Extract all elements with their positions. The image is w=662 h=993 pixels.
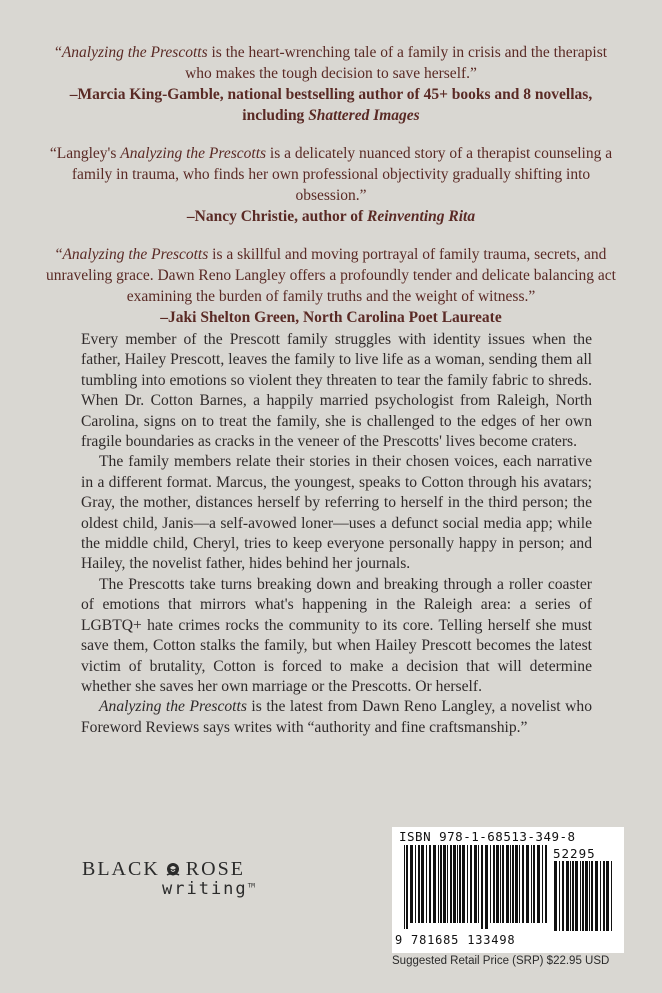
barcode-bar xyxy=(515,845,518,923)
barcode-bar xyxy=(519,845,520,923)
endorsement-attribution: –Jaki Shelton Green, North Carolina Poet Laureate xyxy=(160,309,502,326)
barcode-bar xyxy=(453,845,456,923)
barcode-bar xyxy=(533,845,535,923)
barcode-bar xyxy=(566,861,569,931)
barcode-bar xyxy=(591,861,593,931)
barcode-bar xyxy=(611,861,612,931)
barcode-bar xyxy=(459,845,461,923)
endorsement-1 xyxy=(40,42,622,126)
retail-price: Suggested Retail Price (SRP) $22.95 USD xyxy=(392,955,610,967)
isbn-barcode xyxy=(392,827,624,953)
endorsement-2 xyxy=(40,143,622,227)
endorsement-text: “Analyzing the Prescotts is a skillful and moving portrayal of family trauma, secrets, and unraveling grace. Dawn Reno Langley offers a profoundly tender and delicate balancing act examining the burden of family truths and the weight of witness.” xyxy=(46,246,616,305)
barcode-bar xyxy=(496,845,499,923)
barcode-bar xyxy=(415,845,416,923)
barcode-bar xyxy=(522,845,524,923)
description-paragraph: Analyzing the Prescotts is the latest from Dawn Reno Langley, a novelist who Foreword Reviews says writes with “authority and fine craftsmanship.” xyxy=(81,698,592,736)
barcode-bar xyxy=(457,845,458,923)
ean-barcode-bars xyxy=(392,845,550,935)
endorsement-text: “Langley's Analyzing the Prescotts is a delicately nuanced story of a therapist counseling a family in trauma, who finds her own professional objectivity gradually shifting into obsession.” xyxy=(49,145,613,204)
barcode-bar xyxy=(545,845,547,923)
barcode-bar xyxy=(531,845,532,923)
barcode-bar xyxy=(450,845,452,923)
barcode-bar xyxy=(589,861,590,931)
barcode-bar xyxy=(467,845,468,923)
barcode-bar xyxy=(478,845,479,923)
endorsement-attribution: –Nancy Christie, author of Reinventing Rita xyxy=(186,208,476,225)
barcode-bar xyxy=(493,845,495,923)
barcode-bar xyxy=(572,861,574,931)
barcode-bar xyxy=(580,861,581,931)
publisher-logo xyxy=(82,858,262,908)
isbn-text: ISBN 978-1-68513-349-8 xyxy=(399,829,576,844)
description-paragraph: The family members relate their stories in their chosen voices, each narrative in a different format. Marcus, the youngest, speaks to Cotton through his avatars; Gray, the mother, distances herself by referring to herself in the third person; the oldest child, Janis—a self-avowed loner—uses a defunct social media app; while the middle child, Cheryl, tries to keep everyone personally happy in person; and Hailey, the novelist father, hides behind her journals. xyxy=(81,453,592,573)
barcode-bar xyxy=(512,845,514,923)
barcode-bar xyxy=(603,861,605,931)
barcode-bar xyxy=(490,845,491,923)
endorsement-text: “Analyzing the Prescotts is the heart-wrenching tale of a family in crisis and the therapist who makes the tough decision to save herself.” xyxy=(54,44,608,82)
barcode-bar xyxy=(542,845,543,923)
publisher-name-black: BLACK xyxy=(82,858,160,880)
description-paragraph: The Prescotts take turns breaking down and breaking through a roller coaster of emotions that mirrors what's happening in the Raleigh area: a series of LGBTQ+ hate crimes rocks the community to its core. Telling herself she must save them, Cotton stalks the family, but when Hailey Prescott becomes the latest victim of brutality, Cotton is forced to make a decision that will determine whether she saves her own marriage or the Prescotts. Or herself. xyxy=(81,575,592,695)
barcode-bar xyxy=(438,845,439,923)
barcode-bar xyxy=(418,845,420,923)
publisher-name-rose: ROSE xyxy=(185,858,245,880)
barcode-bar xyxy=(474,845,477,923)
barcode-bar xyxy=(506,845,509,923)
barcode-bar xyxy=(485,845,488,929)
barcode-bar xyxy=(443,845,446,923)
barcode-bar xyxy=(462,845,465,923)
barcode-bar xyxy=(502,845,504,923)
barcode-bar xyxy=(406,845,408,929)
barcode-bar xyxy=(481,845,483,929)
barcode-bar xyxy=(429,845,431,923)
price-barcode-bars xyxy=(552,861,616,935)
endorsements xyxy=(40,42,622,345)
book-description xyxy=(81,330,592,738)
barcode-bar xyxy=(575,861,578,931)
barcode-bar xyxy=(470,845,472,923)
barcode-bar xyxy=(570,861,571,931)
barcode-bar xyxy=(559,861,560,931)
barcode-bar xyxy=(562,861,564,931)
price-code: 52295 xyxy=(553,846,596,861)
barcode-bar xyxy=(582,861,584,931)
barcode-bar xyxy=(440,845,442,923)
endorsement-3 xyxy=(40,244,622,328)
barcode-bar xyxy=(595,861,598,931)
rose-icon xyxy=(164,861,182,879)
barcode-bar xyxy=(526,845,529,923)
barcode-bar xyxy=(410,845,413,923)
barcode-bar xyxy=(510,845,511,923)
barcode-bar xyxy=(426,845,427,923)
barcode-bar xyxy=(500,845,501,923)
barcode-bar xyxy=(600,861,601,931)
ean-digits: 9 781685 133498 xyxy=(395,933,516,947)
endorsement-attribution: –Marcia King-Gamble, national bestselling author of 45+ books and 8 novellas, including Shattered Images xyxy=(69,86,593,124)
barcode-bar xyxy=(404,845,405,929)
barcode-bar xyxy=(554,861,557,931)
barcode-bar xyxy=(606,861,609,931)
description-paragraph: Every member of the Prescott family struggles with identity issues when the father, Hailey Prescott, leaves the family to live life as a woman, sending them all tumbling into emotions so violent they threaten to tear the family fabric to shreds. When Dr. Cotton Barnes, a happily married psychologist from Raleigh, North Carolina, signs on to treat the family, she is challenged to the edges of her own fragile boundaries as cracks in the veneer of the Prescotts' lives become craters. xyxy=(81,331,592,451)
barcode-bar xyxy=(537,845,540,923)
barcode-bar xyxy=(421,845,424,923)
barcode-bar xyxy=(585,861,588,931)
barcode-bar xyxy=(433,845,436,923)
barcode-bar xyxy=(447,845,448,923)
publisher-name-writing: writing™ xyxy=(162,879,255,899)
